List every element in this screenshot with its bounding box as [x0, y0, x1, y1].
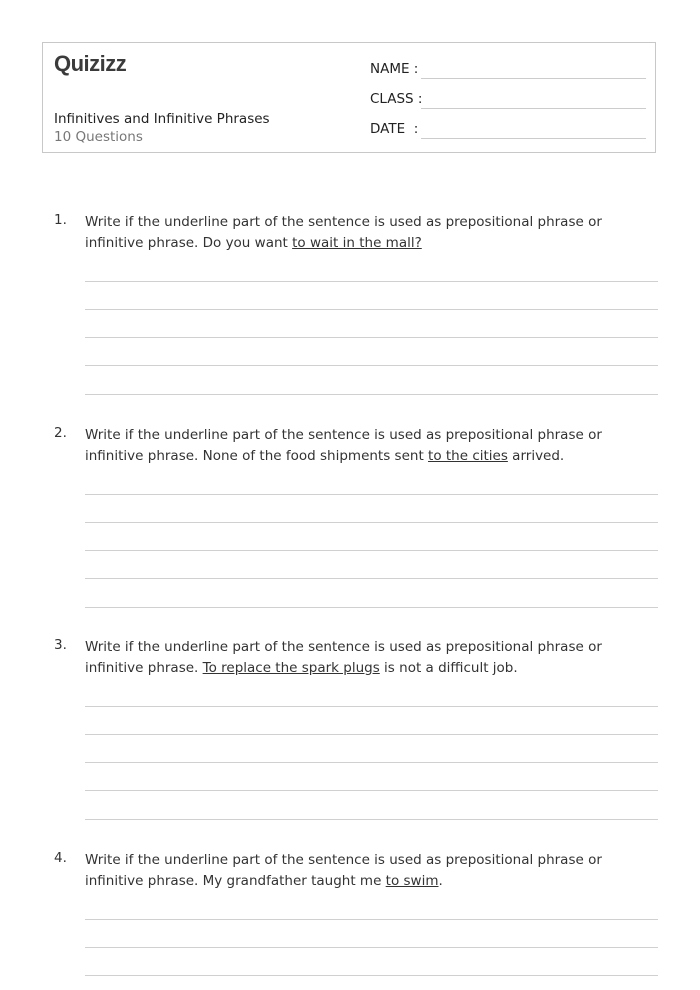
date-field[interactable] [370, 119, 648, 139]
question-number: 4. [54, 850, 67, 866]
question-text-part: arrived. [507, 448, 565, 464]
answer-line[interactable] [85, 337, 658, 338]
answer-line[interactable] [85, 607, 658, 608]
underlined-phrase: to the cities [428, 448, 508, 464]
quizizz-logo: Quizizz [54, 51, 127, 76]
question-text [85, 850, 658, 892]
question-count: 10 Questions [54, 129, 143, 145]
answer-line[interactable] [85, 550, 658, 551]
question-text [85, 425, 658, 467]
class-field[interactable] [370, 89, 648, 109]
answer-line[interactable] [85, 309, 658, 310]
worksheet-header [42, 42, 656, 153]
answer-line[interactable] [85, 706, 658, 707]
answer-line[interactable] [85, 790, 658, 791]
answer-line[interactable] [85, 522, 658, 523]
answer-line[interactable] [85, 762, 658, 763]
name-line [421, 78, 646, 79]
question-number: 1. [54, 212, 67, 228]
answer-line[interactable] [85, 394, 658, 395]
class-label: CLASS : [370, 91, 423, 107]
underlined-phrase: To replace the spark plugs [202, 660, 380, 676]
date-label: DATE : [370, 121, 419, 137]
answer-line[interactable] [85, 578, 658, 579]
question-text-part: is not a difficult job. [379, 660, 518, 676]
answer-line[interactable] [85, 947, 658, 948]
class-line [421, 108, 646, 109]
question-text [85, 212, 658, 254]
question-text-part: Write if the underline part of the sentence is used as prepositional phrase or infinitive phrase. None of the food shipments sent [85, 427, 602, 464]
answer-line[interactable] [85, 919, 658, 920]
date-line [421, 138, 646, 139]
name-label: NAME : [370, 61, 419, 77]
answer-line[interactable] [85, 734, 658, 735]
underlined-phrase: to swim [385, 873, 439, 889]
question-text-part: . [438, 873, 443, 889]
name-field[interactable] [370, 59, 648, 79]
question-number: 3. [54, 637, 67, 653]
answer-line[interactable] [85, 281, 658, 282]
question-text [85, 637, 658, 679]
question-text-part: Write if the underline part of the sentence is used as prepositional phrase or infinitive phrase. My grandfather taught me [85, 852, 602, 889]
answer-line[interactable] [85, 494, 658, 495]
question-text-part: Write if the underline part of the sentence is used as prepositional phrase or infinitive phrase. [85, 639, 602, 676]
answer-line[interactable] [85, 365, 658, 366]
question-number: 2. [54, 425, 67, 441]
answer-line[interactable] [85, 819, 658, 820]
answer-line[interactable] [85, 975, 658, 976]
underlined-phrase: to wait in the mall? [292, 235, 422, 251]
question-text-part: Write if the underline part of the sentence is used as prepositional phrase or infinitive phrase. Do you want [85, 214, 602, 251]
worksheet-title: Infinitives and Infinitive Phrases [54, 111, 270, 127]
